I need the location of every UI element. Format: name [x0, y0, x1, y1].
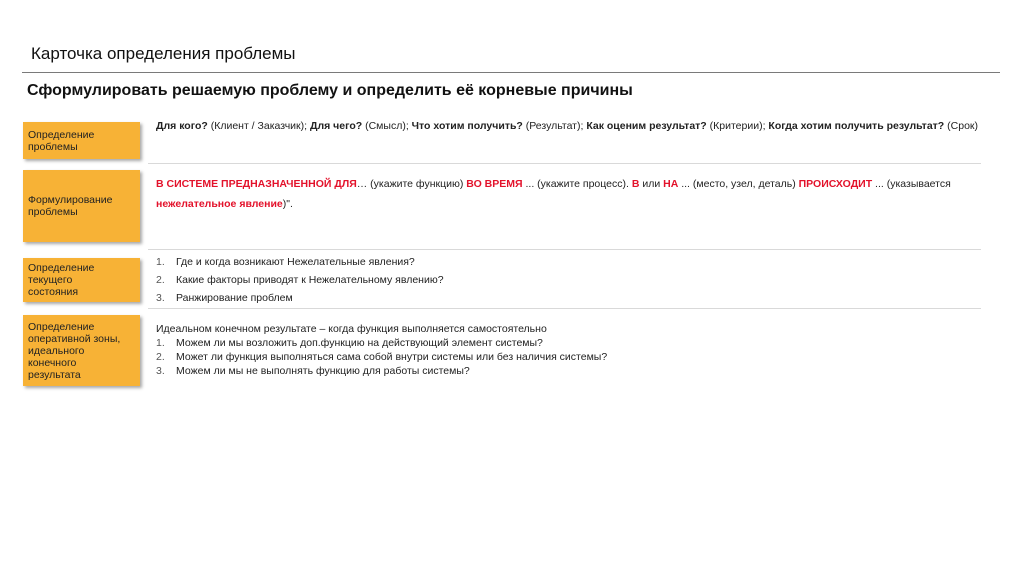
- item-text: Можем ли мы не выполнять функцию для работы системы?: [176, 365, 470, 377]
- row-content-problem-definition: [156, 120, 981, 133]
- row-label-text: Определение текущего состояния: [28, 262, 95, 298]
- keyword-in: В: [631, 178, 640, 190]
- question-what-for: Для чего?: [309, 120, 363, 132]
- answer-text: (Результат);: [522, 120, 587, 132]
- list-item: [156, 337, 981, 350]
- item-text: Может ли функция выполняться сама собой внутри системы или без наличия системы?: [176, 351, 608, 363]
- template-text: или: [639, 178, 664, 190]
- item-number: 1.: [156, 337, 165, 349]
- item-text: Ранжирование проблем: [176, 292, 293, 304]
- row-content-current-state: [156, 256, 981, 310]
- keyword-during: ВО ВРЕМЯ: [466, 178, 523, 190]
- row-divider: [148, 249, 981, 250]
- row-label-text: Определение оперативной зоны, идеального конечного результата: [28, 320, 121, 381]
- template-text: ... (место, узел, деталь): [678, 178, 799, 190]
- template-text: )".: [282, 198, 293, 210]
- keyword-undesired-phenomenon: нежелательное явление: [156, 198, 283, 210]
- keyword-occurs: ПРОИСХОДИТ: [798, 178, 873, 190]
- template-text: ... (указывается: [872, 178, 951, 190]
- item-number: 3.: [156, 365, 165, 377]
- ideal-result-list: [156, 337, 981, 378]
- list-item: [156, 365, 981, 378]
- row-content-problem-formulation: [156, 174, 981, 214]
- row-label-problem-definition: [23, 122, 140, 159]
- row-label-operational-zone: [23, 315, 140, 386]
- question-how-evaluate: Как оценим результат?: [586, 120, 707, 132]
- current-state-list: [156, 256, 981, 305]
- item-number: 3.: [156, 292, 165, 304]
- question-what-result: Что хотим получить?: [411, 120, 523, 132]
- answer-text: (Срок): [944, 120, 979, 132]
- list-item: [156, 274, 981, 287]
- row-label-problem-formulation: [23, 170, 140, 242]
- question-when-result: Когда хотим получить результат?: [768, 120, 945, 132]
- question-for-whom: Для кого?: [156, 120, 208, 132]
- answer-text: (Смысл);: [362, 120, 412, 132]
- item-text: Какие факторы приводят к Нежелательному явлению?: [176, 274, 444, 286]
- item-text: Где и когда возникают Нежелательные явления?: [176, 256, 415, 268]
- item-number: 2.: [156, 274, 165, 286]
- title-divider: [22, 72, 1000, 73]
- item-text: Можем ли мы возложить доп.функцию на действующий элемент системы?: [176, 337, 543, 349]
- page-subtitle: Сформулировать решаемую проблему и определить её корневые причины: [27, 82, 633, 99]
- answer-text: (Критерии);: [706, 120, 769, 132]
- list-item: [156, 256, 981, 269]
- template-text: ... (укажите процесс).: [522, 178, 632, 190]
- row-divider: [148, 308, 981, 309]
- item-number: 2.: [156, 351, 165, 363]
- row-content-operational-zone: [156, 323, 981, 379]
- list-item: [156, 351, 981, 364]
- keyword-on: НА: [663, 178, 679, 190]
- keyword-in-system: В СИСТЕМЕ ПРЕДНАЗНАЧЕННОЙ ДЛЯ: [156, 178, 357, 190]
- page-title: Карточка определения проблемы: [31, 44, 296, 63]
- row-label-text: Определение проблемы: [28, 128, 95, 153]
- row-label-current-state: [23, 258, 140, 302]
- row-divider: [148, 163, 981, 164]
- item-number: 1.: [156, 256, 165, 268]
- answer-text: (Клиент / Заказчик);: [207, 120, 310, 132]
- list-item: [156, 292, 981, 305]
- template-text: … (укажите функцию): [356, 178, 467, 190]
- ideal-result-intro: Идеальном конечном результате – когда функция выполняется самостоятельно: [156, 323, 547, 335]
- row-label-text: Формулирование проблемы: [28, 194, 113, 218]
